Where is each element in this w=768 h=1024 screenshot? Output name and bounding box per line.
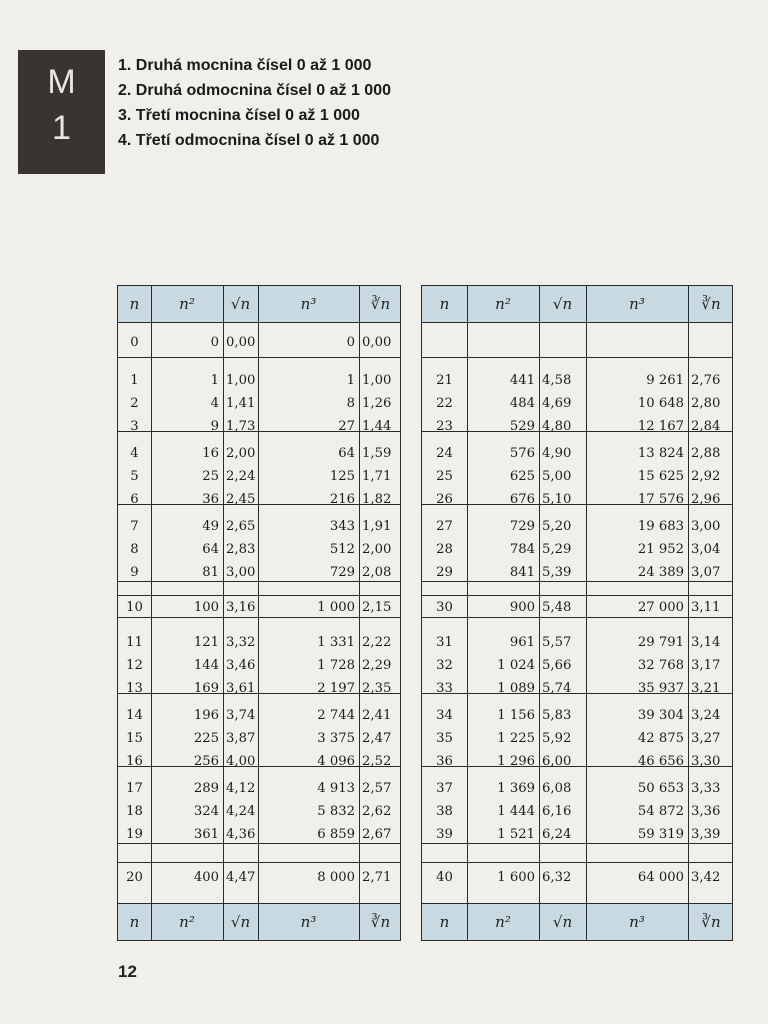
table-cell: 2,24 — [226, 469, 256, 484]
table-cell: 4,47 — [226, 870, 256, 885]
table-cell: 40 — [436, 870, 453, 885]
table-cell: 21 952 — [637, 542, 684, 557]
table-cell: 5,92 — [542, 731, 572, 746]
table-cell: 3,24 — [691, 708, 721, 723]
table-cell: 14 — [126, 708, 143, 723]
table-cell: 2,41 — [362, 708, 392, 723]
table-cell — [467, 335, 535, 351]
table-cell: 3,14 — [691, 635, 721, 650]
table-cell: 5,10 — [542, 492, 572, 507]
heading-3: 3. Třetí mocnina čísel 0 až 1 000 — [118, 107, 360, 124]
table-cell: 27 — [436, 519, 453, 534]
table-cell: 11 — [126, 635, 143, 650]
table-cell: 15 625 — [637, 469, 684, 484]
table-cell: 196 — [193, 708, 219, 723]
row-divider — [118, 862, 400, 863]
table-cell: 5,83 — [542, 708, 572, 723]
table-cell: 5,66 — [542, 658, 572, 673]
page-number: 12 — [118, 962, 137, 981]
table-right — [421, 285, 733, 941]
header-row-bot — [118, 903, 400, 940]
table-cell: 3,39 — [691, 827, 721, 842]
table-cell: 1,00 — [226, 373, 256, 388]
table-cell: 3,42 — [691, 870, 721, 885]
table-cell: 256 — [193, 754, 219, 769]
badge-letter: M — [47, 63, 76, 101]
table-cell — [586, 335, 684, 351]
table-cell: 3,17 — [691, 658, 721, 673]
column-header: n² — [495, 913, 511, 931]
table-cell: 25 — [436, 469, 453, 484]
table-cell: 32 — [436, 658, 453, 673]
column-header: n³ — [629, 295, 645, 313]
column-header: n² — [495, 295, 511, 313]
table-cell: 784 — [509, 542, 535, 557]
column-header: √n — [552, 295, 573, 313]
table-cell: 2,35 — [362, 681, 392, 696]
table-cell: 5,20 — [542, 519, 572, 534]
table-cell: 2,65 — [226, 519, 256, 534]
table-cell: 8 — [130, 542, 139, 557]
table-cell: 841 — [509, 565, 535, 580]
table-cell: 1 521 — [497, 827, 535, 842]
table-cell: 81 — [202, 565, 219, 580]
table-cell: 46 656 — [637, 754, 684, 769]
row-divider — [422, 357, 732, 358]
table-cell: 29 — [436, 565, 453, 580]
column-header: ∛n — [701, 913, 721, 931]
table-cell: 20 — [126, 870, 143, 885]
table-cell: 125 — [329, 469, 355, 484]
table-cell: 4,90 — [542, 446, 572, 461]
table-cell: 2,83 — [226, 542, 256, 557]
table-cell: 1 — [346, 373, 355, 388]
table-cell: 100 — [193, 600, 219, 615]
table-cell: 3,07 — [691, 565, 721, 580]
table-cell: 8 — [346, 396, 355, 411]
table-cell: 1 369 — [497, 781, 535, 796]
table-cell: 49 — [202, 519, 219, 534]
table-cell: 9 — [210, 419, 219, 434]
table-cell: 17 576 — [637, 492, 684, 507]
heading-1: 1. Druhá mocnina čísel 0 až 1 000 — [118, 57, 372, 74]
table-cell: 37 — [436, 781, 453, 796]
table-cell: 2,88 — [691, 446, 721, 461]
table-cell: 0,00 — [362, 335, 392, 350]
table-cell: 5,29 — [542, 542, 572, 557]
table-cell: 28 — [436, 542, 453, 557]
table-cell: 3,16 — [226, 600, 256, 615]
column-header: √n — [552, 913, 573, 931]
table-cell: 1,44 — [362, 419, 392, 434]
table-cell: 27 000 — [637, 600, 684, 615]
table-cell: 4 096 — [317, 754, 355, 769]
table-cell: 1,00 — [362, 373, 392, 388]
column-header: n — [129, 913, 140, 931]
table-cell: 7 — [130, 519, 139, 534]
table-cell: 1 728 — [317, 658, 355, 673]
table-cell: 3,36 — [691, 804, 721, 819]
table-cell: 2,92 — [691, 469, 721, 484]
table-cell: 2,80 — [691, 396, 721, 411]
table-cell: 1,71 — [362, 469, 392, 484]
table-cell: 4 913 — [317, 781, 355, 796]
table-cell: 64 — [338, 446, 355, 461]
table-cell: 1 089 — [497, 681, 535, 696]
table-cell: 3,04 — [691, 542, 721, 557]
table-cell: 24 — [436, 446, 453, 461]
table-cell: 4,12 — [226, 781, 256, 796]
table-cell: 9 — [130, 565, 139, 580]
column-header: ∛n — [370, 295, 391, 313]
table-cell: 2,29 — [362, 658, 392, 673]
table-cell: 1,59 — [362, 446, 392, 461]
heading-4: 4. Třetí odmocnina čísel 0 až 1 000 — [118, 132, 380, 149]
column-header: n² — [179, 295, 195, 313]
column-header: ∛n — [370, 913, 391, 931]
column-header: n — [129, 295, 140, 313]
table-cell: 27 — [338, 419, 355, 434]
row-divider — [422, 617, 732, 618]
table-cell: 625 — [509, 469, 535, 484]
table-cell: 144 — [193, 658, 219, 673]
column-header: n — [439, 295, 450, 313]
table-cell: 3,27 — [691, 731, 721, 746]
table-cell: 29 791 — [637, 635, 684, 650]
column-header: n³ — [300, 295, 317, 313]
table-cell: 30 — [436, 600, 453, 615]
column-header: n³ — [300, 913, 317, 931]
table-cell: 34 — [436, 708, 453, 723]
table-cell: 1 225 — [497, 731, 535, 746]
table-cell: 50 653 — [637, 781, 684, 796]
table-cell: 3,21 — [691, 681, 721, 696]
row-divider — [422, 862, 732, 863]
table-cell: 23 — [436, 419, 453, 434]
table-cell: 1,41 — [226, 396, 256, 411]
table-cell: 16 — [126, 754, 143, 769]
table-cell: 2,71 — [362, 870, 392, 885]
table-cell: 4,00 — [226, 754, 256, 769]
table-cell: 0 — [130, 335, 139, 350]
column-header: n — [439, 913, 450, 931]
table-cell: 1,91 — [362, 519, 392, 534]
table-cell: 576 — [509, 446, 535, 461]
table-cell: 13 — [126, 681, 143, 696]
table-cell: 3,00 — [226, 565, 256, 580]
column-header: n³ — [629, 913, 645, 931]
table-cell: 38 — [436, 804, 453, 819]
table-cell: 6,08 — [542, 781, 572, 796]
table-cell: 13 824 — [637, 446, 684, 461]
table-left — [117, 285, 401, 941]
table-cell: 4 — [210, 396, 219, 411]
table-cell: 35 — [436, 731, 453, 746]
table-cell: 21 — [436, 373, 453, 388]
header-row-top — [118, 286, 400, 323]
row-divider — [118, 617, 400, 618]
table-cell: 1 444 — [497, 804, 535, 819]
table-cell: 729 — [329, 565, 355, 580]
table-cell: 22 — [436, 396, 453, 411]
table-cell: 3 375 — [317, 731, 355, 746]
column-header: ∛n — [701, 295, 721, 313]
table-cell: 2 197 — [317, 681, 355, 696]
table-cell: 12 167 — [637, 419, 684, 434]
table-cell: 361 — [193, 827, 219, 842]
table-cell: 5,74 — [542, 681, 572, 696]
table-cell: 2,62 — [362, 804, 392, 819]
column-header: √n — [230, 913, 251, 931]
header-row-bot — [422, 903, 732, 940]
column-divider — [359, 286, 360, 940]
column-header: n² — [179, 913, 195, 931]
table-cell: 1 600 — [497, 870, 535, 885]
table-cell: 33 — [436, 681, 453, 696]
column-header: √n — [230, 295, 251, 313]
table-cell: 1 — [130, 373, 139, 388]
row-divider — [422, 581, 732, 582]
row-divider — [118, 595, 400, 596]
table-cell: 1 000 — [317, 600, 355, 615]
row-divider — [422, 595, 732, 596]
table-cell: 35 937 — [637, 681, 684, 696]
table-cell: 2,76 — [691, 373, 721, 388]
table-cell: 1 331 — [317, 635, 355, 650]
column-divider — [539, 286, 540, 940]
row-divider — [118, 843, 400, 844]
table-cell: 2,96 — [691, 492, 721, 507]
table-cell: 3,30 — [691, 754, 721, 769]
table-cell: 64 000 — [637, 870, 684, 885]
table-cell: 3,46 — [226, 658, 256, 673]
table-cell: 4,36 — [226, 827, 256, 842]
table-cell: 2,67 — [362, 827, 392, 842]
table-cell: 343 — [329, 519, 355, 534]
table-cell: 1,26 — [362, 396, 392, 411]
row-divider — [118, 581, 400, 582]
table-cell: 1 156 — [497, 708, 535, 723]
table-cell: 16 — [202, 446, 219, 461]
table-cell: 900 — [509, 600, 535, 615]
column-divider — [688, 286, 689, 940]
table-cell: 2,22 — [362, 635, 392, 650]
table-cell: 961 — [509, 635, 535, 650]
table-cell: 529 — [509, 419, 535, 434]
table-cell: 12 — [126, 658, 143, 673]
table-cell: 3,87 — [226, 731, 256, 746]
table-cell: 400 — [193, 870, 219, 885]
table-cell — [542, 335, 586, 351]
table-cell: 6 — [130, 492, 139, 507]
badge-number: 1 — [52, 109, 71, 147]
table-cell: 729 — [509, 519, 535, 534]
table-cell: 64 — [202, 542, 219, 557]
table-cell: 289 — [193, 781, 219, 796]
table-cell: 3,33 — [691, 781, 721, 796]
table-cell: 5,00 — [542, 469, 572, 484]
table-cell: 2,52 — [362, 754, 392, 769]
table-cell: 324 — [193, 804, 219, 819]
table-cell: 6,00 — [542, 754, 572, 769]
table-cell: 26 — [436, 492, 453, 507]
table-cell: 32 768 — [637, 658, 684, 673]
table-cell: 0,00 — [226, 335, 256, 350]
table-cell: 10 648 — [637, 396, 684, 411]
table-cell: 4,24 — [226, 804, 256, 819]
table-cell: 1 024 — [497, 658, 535, 673]
table-cell: 3,32 — [226, 635, 256, 650]
table-cell: 1 296 — [497, 754, 535, 769]
table-cell: 169 — [193, 681, 219, 696]
table-cell: 54 872 — [637, 804, 684, 819]
table-cell: 15 — [126, 731, 143, 746]
table-cell: 8 000 — [317, 870, 355, 885]
table-cell: 6,32 — [542, 870, 572, 885]
table-cell: 2,08 — [362, 565, 392, 580]
header-row-top — [422, 286, 732, 323]
section-badge — [18, 50, 105, 174]
table-cell: 2,84 — [691, 419, 721, 434]
table-cell: 31 — [436, 635, 453, 650]
table-cell: 36 — [436, 754, 453, 769]
heading-2: 2. Druhá odmocnina čísel 0 až 1 000 — [118, 82, 391, 99]
table-cell: 3,74 — [226, 708, 256, 723]
table-cell: 2 744 — [317, 708, 355, 723]
table-cell: 2 — [130, 396, 139, 411]
table-cell: 10 — [126, 600, 143, 615]
table-cell: 19 — [126, 827, 143, 842]
table-cell: 42 875 — [637, 731, 684, 746]
table-cell: 39 304 — [637, 708, 684, 723]
table-cell: 5,39 — [542, 565, 572, 580]
table-cell: 0 — [210, 335, 219, 350]
table-cell: 2,15 — [362, 600, 392, 615]
table-cell: 5 832 — [317, 804, 355, 819]
table-cell: 6,24 — [542, 827, 572, 842]
table-cell: 9 261 — [646, 373, 684, 388]
table-cell — [691, 335, 734, 351]
table-cell: 2,45 — [226, 492, 256, 507]
table-cell: 2,00 — [226, 446, 256, 461]
table-cell: 18 — [126, 804, 143, 819]
table-cell: 121 — [193, 635, 219, 650]
section-headings — [118, 53, 391, 153]
table-cell: 4,58 — [542, 373, 572, 388]
table-cell: 4,80 — [542, 419, 572, 434]
table-cell: 59 319 — [637, 827, 684, 842]
row-divider — [118, 357, 400, 358]
table-cell: 484 — [509, 396, 535, 411]
table-cell: 3,00 — [691, 519, 721, 534]
table-cell: 39 — [436, 827, 453, 842]
table-cell: 36 — [202, 492, 219, 507]
table-cell: 512 — [329, 542, 355, 557]
column-divider — [223, 286, 224, 940]
table-cell: 5,57 — [542, 635, 572, 650]
table-cell: 5 — [130, 469, 139, 484]
table-cell: 1,73 — [226, 419, 256, 434]
table-cell: 0 — [346, 335, 355, 350]
table-cell: 6 859 — [317, 827, 355, 842]
table-cell: 3 — [130, 419, 139, 434]
table-cell: 3,61 — [226, 681, 256, 696]
table-cell: 4,69 — [542, 396, 572, 411]
table-cell: 1 — [210, 373, 219, 388]
table-cell: 2,00 — [362, 542, 392, 557]
table-cell: 676 — [509, 492, 535, 507]
table-cell: 4 — [130, 446, 139, 461]
table-cell: 24 389 — [637, 565, 684, 580]
table-cell: 3,11 — [691, 600, 721, 615]
table-cell: 25 — [202, 469, 219, 484]
table-cell: 19 683 — [637, 519, 684, 534]
table-cell: 441 — [509, 373, 535, 388]
table-cell: 6,16 — [542, 804, 572, 819]
table-cell: 2,57 — [362, 781, 392, 796]
table-cell: 17 — [126, 781, 143, 796]
row-divider — [422, 843, 732, 844]
table-cell: 5,48 — [542, 600, 572, 615]
table-cell: 216 — [329, 492, 355, 507]
table-cell: 2,47 — [362, 731, 392, 746]
table-cell: 225 — [193, 731, 219, 746]
table-cell — [422, 335, 467, 351]
table-cell: 1,82 — [362, 492, 392, 507]
